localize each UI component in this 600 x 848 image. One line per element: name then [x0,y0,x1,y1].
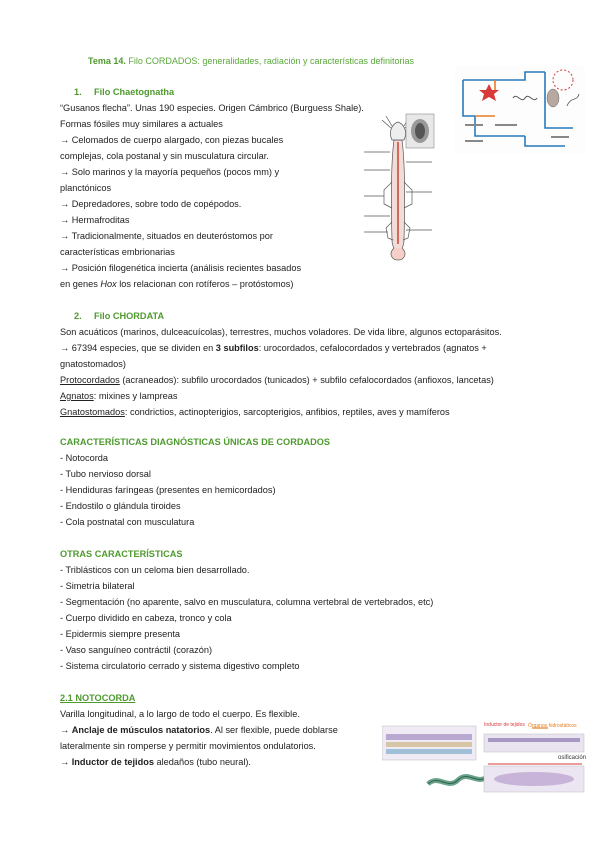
label-inductor: Inductor de tejidos [484,722,525,728]
s1-line-6: → Depredadores, sobre todo de copépodos. [60,199,242,209]
label-osificacion: osificación [558,755,587,761]
s1-line-11 [60,278,293,290]
noto-line-3: lateralmente sin romperse y permitir movimientos ondulatorios. [60,741,316,751]
noto-line-1: Varilla longitudinal, a lo largo de todo el cuerpo. Es flexible. [60,709,300,719]
noto-line-4 [60,756,251,768]
noto-arrow-1: → [60,725,72,735]
otras-item-3: - Cuerpo dividido en cabeza, tronco y cola [60,613,232,623]
s1-line-3: complejas, cola postanal y sin musculatura circular. [60,151,269,161]
page-title [88,56,414,66]
diag-heading: CARACTERÍSTICAS DIAGNÓSTICAS ÚNICAS DE CORDADOS [60,437,331,447]
otras-item-1: - Simetría bilateral [60,581,135,591]
diag-item-1: - Tubo nervioso dorsal [60,469,151,479]
diag-item-0: - Notocorda [60,453,109,463]
s2-line-3: gnatostomados) [60,359,126,369]
s2-line2-bold: 3 subfilos [215,343,259,353]
gnato-text: : condrictios, actinopterigios, sarcopterigios, anfibios, reptiles, aves y mamíferos [124,407,450,417]
gnato-label: Gnatostomados [60,407,125,417]
phylogeny-diagram [455,66,585,154]
chaetognath-figure [358,112,438,262]
notochord-figure [382,722,588,796]
s2-line-1: Son acuáticos (marinos, dulceacuícolas), terrestres, muchos voladores. De vida libre, algunos ectoparásitos. [60,327,502,337]
noto-line2-post: . Al ser flexible, puede doblarse [210,725,338,735]
noto-arrow-2: → [60,757,72,767]
diag-item-3: - Endostilo o glándula tiroides [60,501,181,511]
s2-agnatos-line [60,390,177,402]
s2-line-2 [60,342,487,354]
s2-line2-post: : urocordados, cefalocordados y vertebrados (agnatos + [258,343,487,353]
noto-line4-bold: Inductor de tejidos [71,757,154,767]
tema-label: Tema 14. [88,56,126,66]
otras-item-4: - Epidermis siempre presenta [60,629,180,639]
s2-gnato-line [60,406,450,418]
agnatos-text: : mixines y lampreas [93,391,178,401]
noto-line4-post: aledaños (tubo neural). [153,757,251,767]
s1-line-9: características embrionarias [60,247,175,257]
s2-proto-line [60,374,494,386]
s1-line-2: → Celomados de cuerpo alargado, con piezas bucales [60,135,284,145]
s1-last-pre: en genes [60,279,101,289]
section1-number: 1. [74,87,82,97]
s1-line-8: → Tradicionalmente, situados en deuteróstomos por [60,231,273,241]
otras-heading: OTRAS CARACTERÍSTICAS [60,549,183,559]
s1-line-5: planctónicos [60,183,112,193]
s1-last-italic: Hox [100,279,117,289]
diag-item-4: - Cola postnatal con musculatura [60,517,195,527]
proto-label: Protocordados [60,375,120,385]
agnatos-label: Agnatos [60,391,94,401]
noto-line2-bold: Anclaje de músculos natatorios [71,725,211,735]
label-organos: Órganos hidrostáticos [528,723,577,729]
section2-heading: Filo CHORDATA [94,311,165,321]
otras-item-2: - Segmentación (no aparente, salvo en musculatura, columna vertebral de vertebrados, etc) [60,597,434,607]
diag-item-2: - Hendiduras faríngeas (presentes en hemicordados) [60,485,276,495]
s2-line2-pre: → 67394 especies, que se dividen en [60,343,216,353]
noto-heading: 2.1 NOTOCORDA [60,693,136,703]
otras-item-0: - Triblásticos con un celoma bien desarrollado. [60,565,250,575]
s1-line-10: → Posición filogenética incierta (análisis recientes basados [60,263,302,273]
proto-text: (acraneados): subfilo urocordados (tunicados) + subfilo cefalocordados (anfioxos, lancetas) [119,375,494,385]
section2-number: 2. [74,311,82,321]
tema-title: Filo CORDADOS: generalidades, radiación y características definitorias [128,56,414,66]
s1-line-7: → Hermafroditas [60,215,130,225]
s1-line-4: → Solo marinos y la mayoría pequeños (pocos mm) y [60,167,280,177]
otras-item-5: - Vaso sanguíneo contráctil (corazón) [60,645,213,655]
otras-item-6: - Sistema circulatorio cerrado y sistema digestivo completo [60,661,300,671]
s1-line-0: “Gusanos flecha”. Unas 190 especies. Origen Cámbrico (Burguess Shale). [60,103,364,113]
section1-heading: Filo Chaetognatha [94,87,175,97]
noto-line-2 [60,724,338,736]
s1-line-1: Formas fósiles muy similares a actuales [60,119,223,129]
s1-last-post: los relacionan con rotíferos – protóstomos) [116,279,294,289]
